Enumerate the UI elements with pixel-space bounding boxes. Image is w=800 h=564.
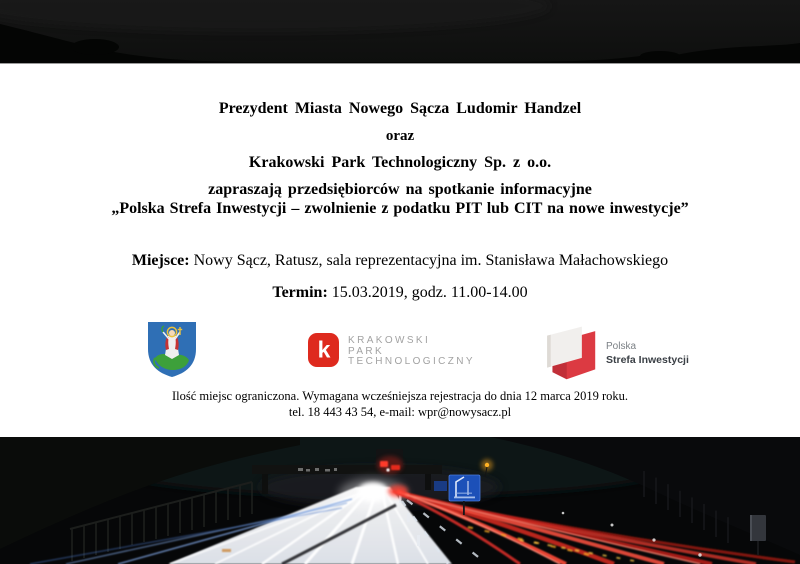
night-sky-scene xyxy=(0,0,800,63)
psi-wordmark xyxy=(606,338,689,367)
highway-night-photo xyxy=(0,437,800,564)
night-sky-photo xyxy=(0,0,800,64)
date-label: Termin: xyxy=(272,284,328,301)
registration-note: Ilość miejsc ograniczona. Wymagana wcześniejsza rejestracja do dnia 12 marca 2019 roku. xyxy=(171,389,629,403)
invite-line: zapraszają przedsiębiorców na spotkanie informacyjne xyxy=(208,181,592,198)
highway-night-scene xyxy=(0,437,800,564)
contact-note: tel. 18 443 43 54, e-mail: wpr@nowysacz.pl xyxy=(288,405,512,419)
kpt-wordmark-line2: PARK xyxy=(348,345,385,357)
kpt-wordmark xyxy=(348,333,475,368)
nowy-sacz-coat-of-arms-icon xyxy=(147,321,197,378)
topic-line: „Polska Strefa Inwestycji – zwolnienie z podatku PIT lub CIT na nowe inwestycje” xyxy=(111,200,689,217)
kpt-wordmark-line1: KRAKOWSKI xyxy=(348,335,431,346)
place-value: Nowy Sącz, Ratusz, sala reprezentacyjna im. Stanisława Małachowskiego xyxy=(193,252,669,269)
kpt-badge-icon xyxy=(308,333,339,367)
kpt-logo xyxy=(308,333,475,368)
psi-folded-flag-icon xyxy=(540,324,597,381)
date-value: 15.03.2019, godz. 11.00-14.00 xyxy=(331,284,528,301)
conjunction-line: oraz xyxy=(385,128,415,144)
place-label: Miejsce: xyxy=(131,252,190,269)
kpt-badge-letter: k xyxy=(317,336,331,363)
host-line: Prezydent Miasta Nowego Sącza Ludomir Handzel xyxy=(218,100,582,117)
organizer-line: Krakowski Park Technologiczny Sp. z o.o. xyxy=(248,154,552,171)
nowy-sacz-logo xyxy=(147,321,197,383)
truck-lights xyxy=(376,449,403,474)
psi-logo xyxy=(540,324,689,381)
date-line xyxy=(0,284,800,302)
psi-wordmark-line1: Polska xyxy=(606,341,637,352)
place-line xyxy=(0,252,800,270)
psi-wordmark-line2: Strefa Inwestycji xyxy=(606,353,689,366)
kpt-wordmark-line3: TECHNOLOGICZNY xyxy=(348,356,475,367)
